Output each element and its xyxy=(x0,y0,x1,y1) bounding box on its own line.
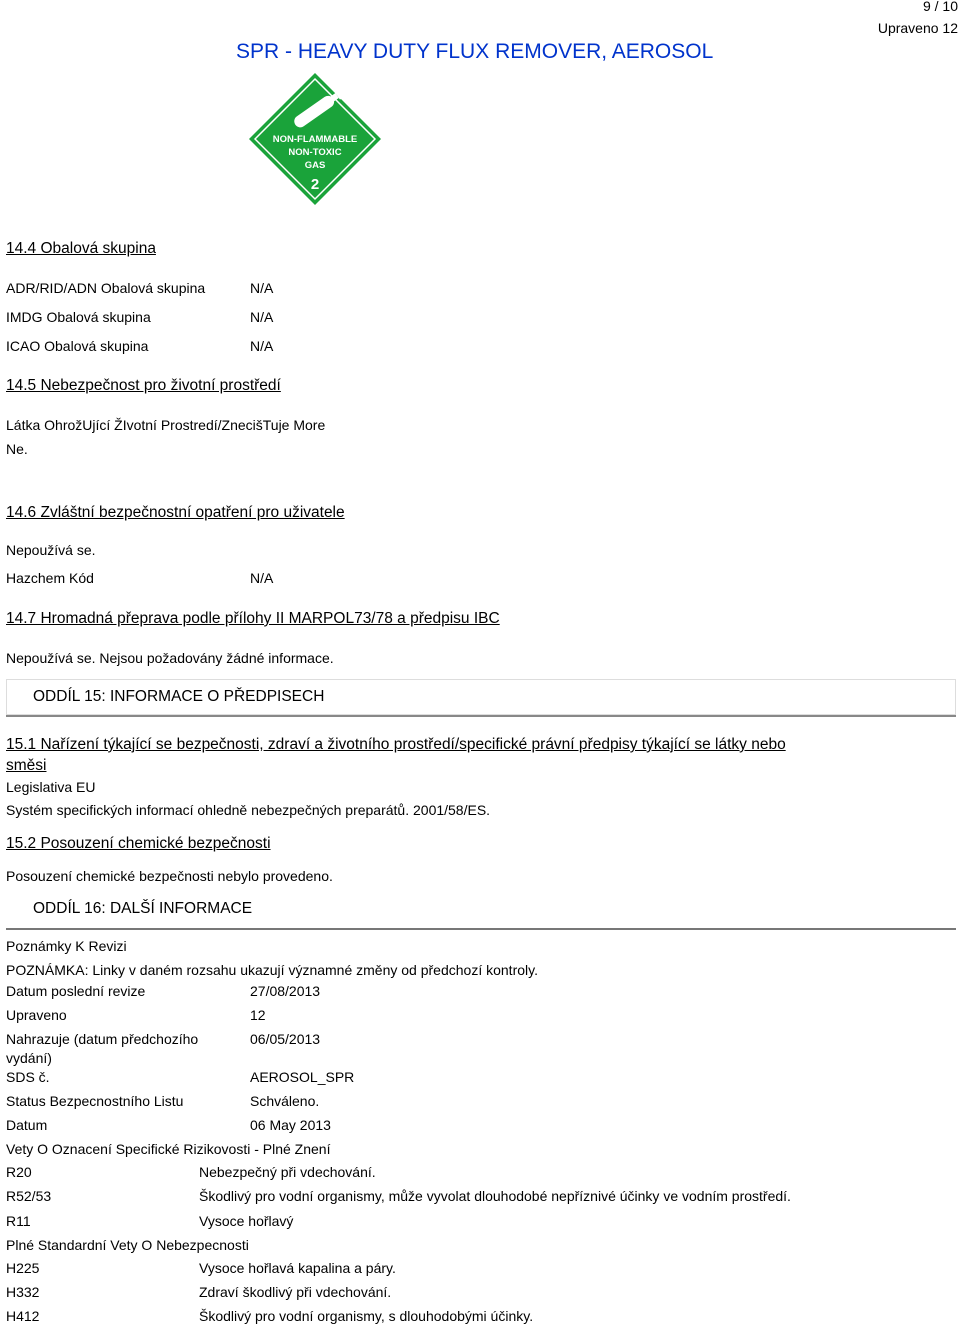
section-14-7-heading: 14.7 Hromadná přeprava podle přílohy II MARPOL73/78 a předpisu IBC xyxy=(6,610,500,627)
icao-label: ICAO Obalová skupina xyxy=(6,338,149,354)
date-label: Datum xyxy=(6,1117,48,1133)
marine-pollutant-label: Látka OhrožUjící ŽIvotní Prostredí/ZnecišTuje More xyxy=(6,417,326,433)
revision-notes-label: Poznámky K Revizi xyxy=(6,938,127,954)
section-15-title: ODDÍL 15: INFORMACE O PŘEDPISECH xyxy=(33,688,325,705)
h-statement-code: H225 xyxy=(6,1260,40,1276)
section-14-6-heading: 14.6 Zvláštní bezpečnostní opatření pro uživatele xyxy=(6,504,345,521)
last-revision-value: 27/08/2013 xyxy=(250,983,321,999)
sds-status-value: Schváleno. xyxy=(250,1093,320,1109)
r-phrase-text: Nebezpečný při vdechování. xyxy=(199,1164,376,1180)
r-phrase-code: R20 xyxy=(6,1164,32,1180)
placard-line-3: GAS xyxy=(304,160,326,171)
revision-value: 12 xyxy=(250,1007,266,1023)
supersedes-label-cont: vydání) xyxy=(6,1050,52,1066)
section-15-1-heading-line1: 15.1 Nařízení týkající se bezpečnosti, zdraví a životního prostředí/specifické právní předpisy týkající se látky nebo xyxy=(6,736,786,753)
h-statement-text: Škodlivý pro vodní organismy, s dlouhodobými účinky. xyxy=(199,1308,534,1324)
hazchem-value: N/A xyxy=(250,570,274,586)
section-16-title: ODDÍL 16: DALŠÍ INFORMACE xyxy=(33,900,253,917)
imdg-value: N/A xyxy=(250,309,274,325)
imdg-label: IMDG Obalová skupina xyxy=(6,309,151,325)
section-15-2-heading: 15.2 Posouzení chemické bezpečnosti xyxy=(6,835,271,852)
r-phrase-code: R11 xyxy=(6,1213,31,1229)
revision-label: Upraveno xyxy=(6,1007,67,1023)
r-phrases-heading: Vety O Oznacení Specifické Rizikovosti - Plné Znení xyxy=(6,1141,331,1157)
hazchem-label: Hazchem Kód xyxy=(6,570,94,586)
placard-line-1: NON-FLAMMABLE xyxy=(272,134,358,145)
page-number: 9 / 10 xyxy=(922,0,958,14)
document-title: SPR - HEAVY DUTY FLUX REMOVER, AEROSOL xyxy=(236,40,714,63)
supersedes-label: Nahrazuje (datum předchozího xyxy=(6,1031,199,1047)
r-phrase-text: Vysoce hořlavý xyxy=(199,1213,294,1229)
adr-value: N/A xyxy=(250,280,274,296)
section-14-7-text: Nepoužívá se. Nejsou požadovány žádné informace. xyxy=(6,650,334,666)
sds-status-label: Status Bezpecnostního Listu xyxy=(6,1093,184,1109)
date-value: 06 May 2013 xyxy=(250,1117,331,1133)
section-16-rule xyxy=(6,928,956,930)
gas-cylinder-placard-icon xyxy=(247,71,383,207)
placard-class: 2 xyxy=(310,176,320,193)
hazard-placard xyxy=(247,71,383,210)
h-statement-text: Vysoce hořlavá kapalina a páry. xyxy=(199,1260,396,1276)
h-statement-text: Zdraví škodlivý při vdechování. xyxy=(199,1284,392,1300)
adr-label: ADR/RID/ADN Obalová skupina xyxy=(6,280,206,296)
legislation-label: Legislativa EU xyxy=(6,779,96,795)
icao-value: N/A xyxy=(250,338,274,354)
h-statement-code: H332 xyxy=(6,1284,40,1300)
h-statements-heading: Plné Standardní Vety O Nebezpecnosti xyxy=(6,1237,249,1253)
section-15-2-text: Posouzení chemické bezpečnosti nebylo provedeno. xyxy=(6,868,333,884)
supersedes-value: 06/05/2013 xyxy=(250,1031,321,1047)
section-14-5-heading: 14.5 Nebezpečnost pro životní prostředí xyxy=(6,377,281,394)
sds-number-value: AEROSOL_SPR xyxy=(250,1069,355,1085)
last-revision-label: Datum poslední revize xyxy=(6,983,146,999)
placard-line-2: NON-TOXIC xyxy=(288,147,342,158)
r-phrase-text: Škodlivý pro vodní organismy, může vyvolat dlouhodobé nepříznivé účinky ve vodním prostředí. xyxy=(199,1188,791,1204)
marine-pollutant-value: Ne. xyxy=(6,441,28,457)
r-phrase-code: R52/53 xyxy=(6,1188,52,1204)
section-14-6-text: Nepoužívá se. xyxy=(6,542,96,558)
h-statement-code: H412 xyxy=(6,1308,40,1324)
section-14-4-heading: 14.4 Obalová skupina xyxy=(6,240,156,257)
sds-number-label: SDS č. xyxy=(6,1069,50,1085)
section-15-bar xyxy=(6,679,956,717)
legislation-text: Systém specifických informací ohledně nebezpečných preparátů. 2001/58/ES. xyxy=(6,802,491,818)
revision-number: Upraveno 12 xyxy=(877,20,958,36)
section-15-1-heading-line2: směsi xyxy=(6,757,47,774)
revision-notes-text: POZNÁMKA: Linky v daném rozsahu ukazují významné změny od předchozí kontroly. xyxy=(6,962,538,978)
